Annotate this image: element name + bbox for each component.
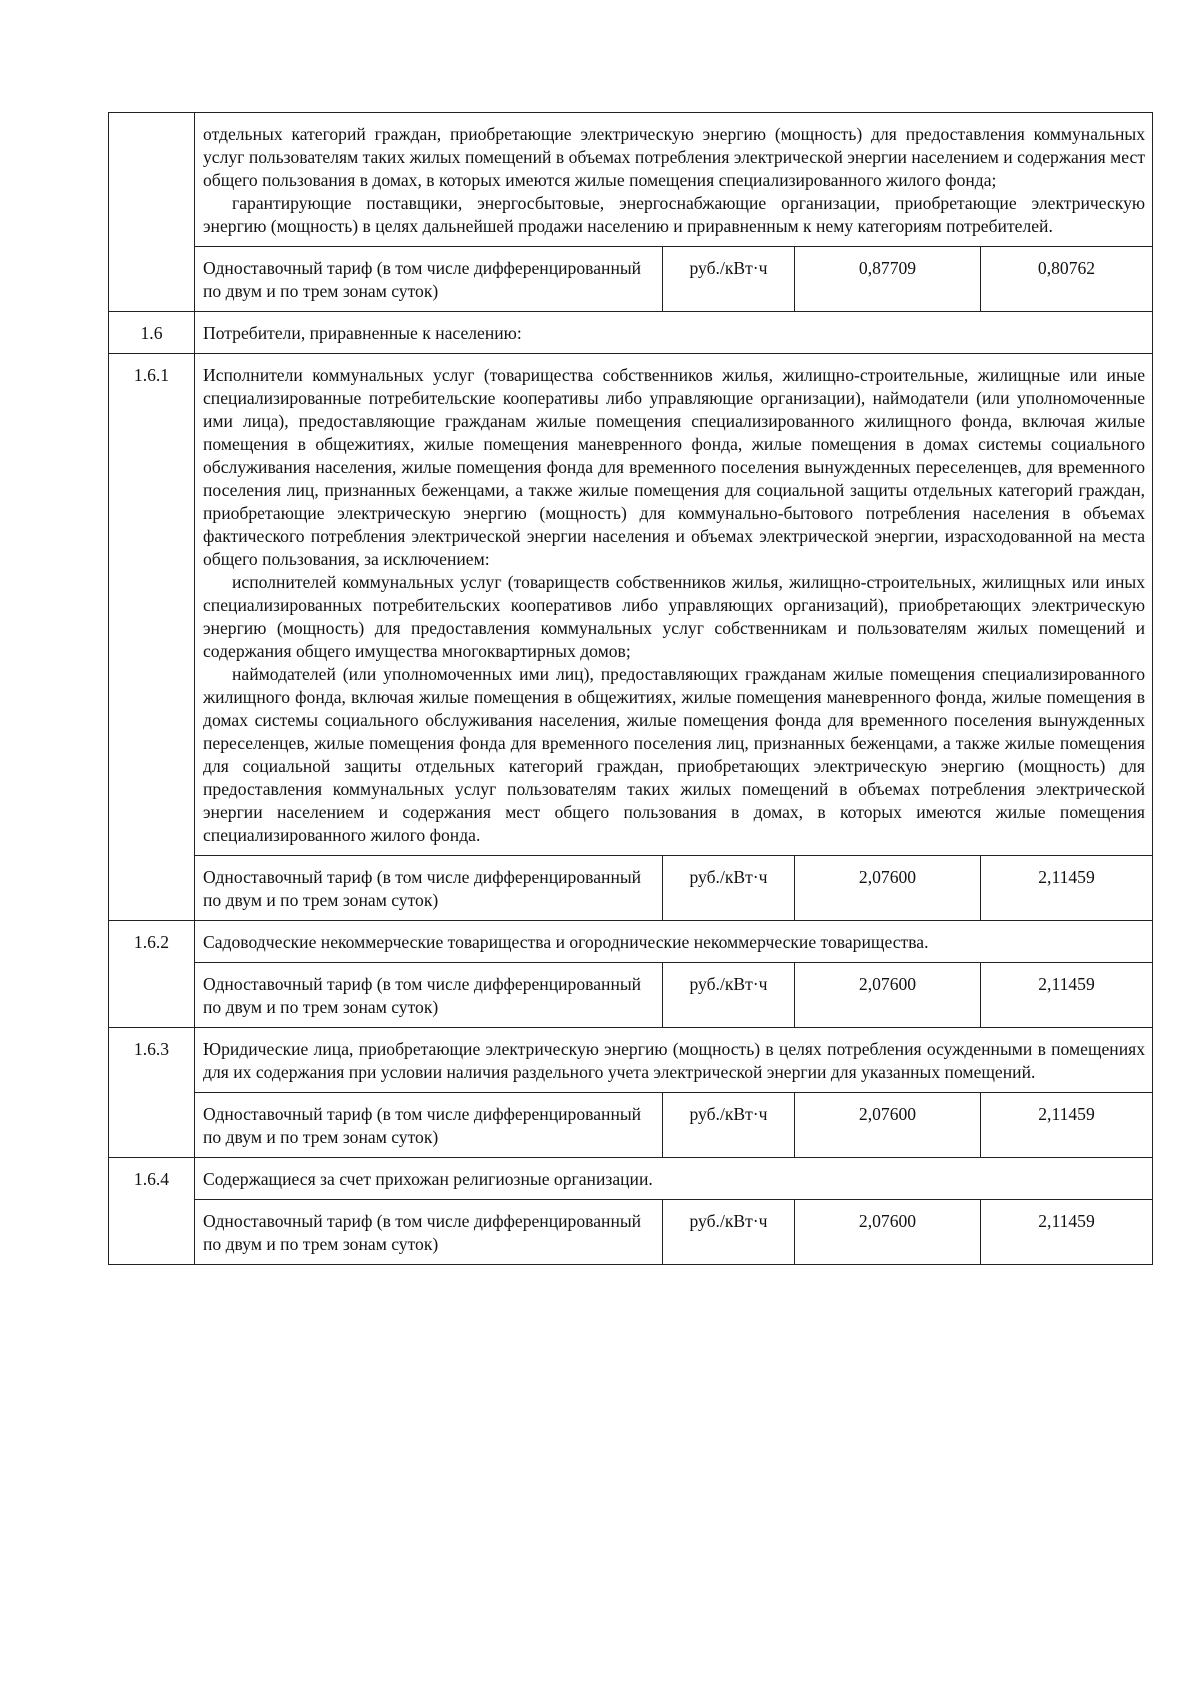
table-row	[109, 113, 1153, 247]
row-description	[195, 921, 1153, 963]
row-number: 1.6.2	[109, 921, 195, 1028]
tariff-value-1: 2,07600	[795, 1200, 981, 1265]
row-number: 1.6.4	[109, 1158, 195, 1265]
tariff-value-2: 2,11459	[981, 963, 1153, 1028]
row-description	[195, 1028, 1153, 1093]
tariff-unit: руб./кВт·ч	[663, 1200, 795, 1265]
paragraph: исполнителей коммунальных услуг (товариществ собственников жилья, жилищно-строительных, жилищных или иных специализированных потребительских кооперативов либо управляющих организаций), приобретающих электрическую энергию (мощность) для предоставления коммунальных услуг собственникам и пользователям жилых помещений и содержания общего имущества многоквартирных домов;	[203, 572, 1146, 661]
tariff-table	[108, 112, 1153, 1265]
table-row	[109, 1028, 1153, 1093]
row-number: 1.6.1	[109, 354, 195, 921]
tariff-row	[109, 1093, 1153, 1158]
tariff-unit: руб./кВт·ч	[663, 1093, 795, 1158]
table-row	[109, 354, 1153, 856]
tariff-value-2: 2,11459	[981, 1093, 1153, 1158]
table-row	[109, 1158, 1153, 1200]
tariff-label: Одноставочный тариф (в том числе дифференцированный по двум и по трем зонам суток)	[195, 247, 663, 312]
row-number: 1.6.3	[109, 1028, 195, 1158]
tariff-value-2: 2,11459	[981, 1200, 1153, 1265]
tariff-row	[109, 1200, 1153, 1265]
tariff-label: Одноставочный тариф (в том числе дифференцированный по двум и по трем зонам суток)	[195, 1093, 663, 1158]
paragraph: отдельных категорий граждан, приобретающие электрическую энергию (мощность) для предоставления коммунальных услуг пользователям таких жилых помещений в объемах потребления электрической энергии населением и содержания мест общего пользования в домах, в которых имеются жилые помещения специализированного жилого фонда;	[203, 124, 1146, 190]
tariff-value-1: 2,07600	[795, 856, 981, 921]
tariff-row	[109, 856, 1153, 921]
row-number	[109, 113, 195, 312]
tariff-unit: руб./кВт·ч	[663, 856, 795, 921]
row-description	[195, 354, 1153, 856]
tariff-row	[109, 963, 1153, 1028]
row-description	[195, 1158, 1153, 1200]
paragraph: наймодателей (или уполномоченных ими лиц), предоставляющих гражданам жилые помещения специализированного жилищного фонда, включая жилые помещения в общежитиях, жилые помещения маневренного фонда, жилые помещения в домах системы социального обслуживания населения, жилые помещения фонда для временного поселения вынужденных переселенцев, жилые помещения фонда для временного поселения лиц, признанных беженцами, а также жилые помещения для социальной защиты отдельных категорий граждан, приобретающих электрическую энергию (мощность) для предоставления коммунальных услуг пользователям таких жилых помещений в объемах потребления электрической энергии населением и содержания мест общего пользования в домах, в которых имеются жилые помещения специализированного жилого фонда.	[203, 664, 1146, 845]
table-row	[109, 921, 1153, 963]
tariff-unit: руб./кВт·ч	[663, 247, 795, 312]
tariff-value-1: 2,07600	[795, 963, 981, 1028]
paragraph: Потребители, приравненные к населению:	[203, 323, 522, 343]
paragraph: Садоводческие некоммерческие товарищества и огороднические некоммерческие товарищества.	[203, 932, 929, 952]
tariff-value-1: 2,07600	[795, 1093, 981, 1158]
paragraph: гарантирующие поставщики, энергосбытовые, энергоснабжающие организации, приобретающие электрическую энергию (мощность) в целях дальнейшей продажи населению и приравненным к нему категориям потребителей.	[203, 193, 1146, 236]
row-number: 1.6	[109, 312, 195, 354]
tariff-label: Одноставочный тариф (в том числе дифференцированный по двум и по трем зонам суток)	[195, 1200, 663, 1265]
tariff-label: Одноставочный тариф (в том числе дифференцированный по двум и по трем зонам суток)	[195, 856, 663, 921]
paragraph: Содержащиеся за счет прихожан религиозные организации.	[203, 1169, 653, 1189]
tariff-value-2: 0,80762	[981, 247, 1153, 312]
paragraph: Исполнители коммунальных услуг (товарищества собственников жилья, жилищно-строительные, жилищные или иные специализированные потребительские кооперативы либо управляющие организации), наймодатели (или уполномоченные ими лица), предоставляющие гражданам жилые помещения специализированного жилищного фонда, включая жилые помещения в общежитиях, жилые помещения маневренного фонда, жилые помещения в домах системы социального обслуживания населения, жилые помещения фонда для временного поселения вынужденных переселенцев, для временного поселения лиц, признанных беженцами, а также жилые помещения для социальной защиты отдельных категорий граждан, приобретающие электрическую энергию (мощность) для коммунально-бытового потребления населения в объемах фактического потребления электрической энергии населения и объемах электрической энергии, израсходованной на места общего пользования, за исключением:	[203, 365, 1146, 569]
row-description	[195, 113, 1153, 247]
paragraph: Юридические лица, приобретающие электрическую энергию (мощность) в целях потребления осужденными в помещениях для их содержания при условии наличия раздельного учета электрической энергии для указанных помещений.	[203, 1039, 1146, 1082]
tariff-unit: руб./кВт·ч	[663, 963, 795, 1028]
tariff-row	[109, 247, 1153, 312]
tariff-value-2: 2,11459	[981, 856, 1153, 921]
table-row	[109, 312, 1153, 354]
tariff-label: Одноставочный тариф (в том числе дифференцированный по двум и по трем зонам суток)	[195, 963, 663, 1028]
row-description	[195, 312, 1153, 354]
tariff-value-1: 0,87709	[795, 247, 981, 312]
